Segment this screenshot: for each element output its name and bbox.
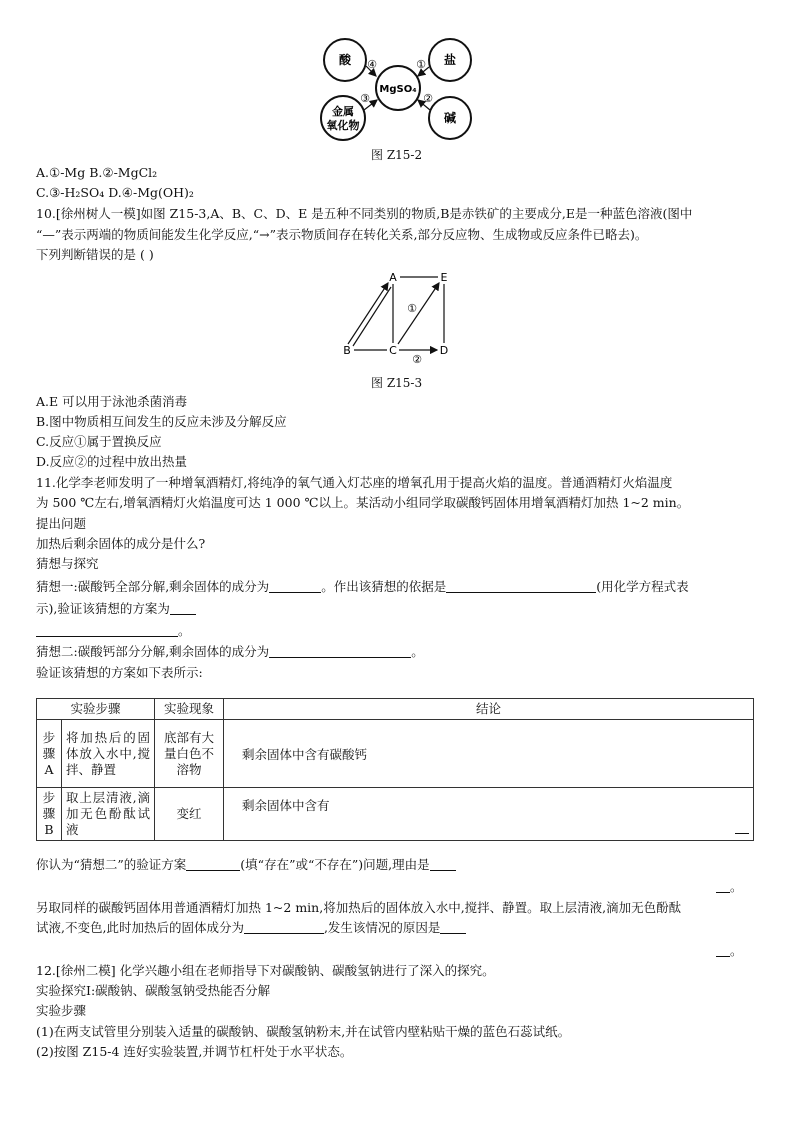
fig3-label-2: ② xyxy=(412,353,422,364)
figure-z15-3 xyxy=(336,266,466,364)
q10-stem-line3: 下列判断错误的是 ( ) xyxy=(36,247,154,262)
node-metal-oxide-label-1: 金属 xyxy=(332,105,354,118)
fig3-node-b: B xyxy=(343,344,351,357)
q11-heading-question: 提出问题 xyxy=(36,516,87,531)
q11-stem-line1: 11.化学李老师发明了一种增氧酒精灯,将纯净的氧气通入灯芯座的增氧孔用于提高火焰的温度。普通酒精灯火焰温度 xyxy=(36,475,673,490)
para2-text-a: 试液,不变色,此时加热后的固体成分为 xyxy=(36,920,244,935)
figure-z15-3-caption: 图 Z15-3 xyxy=(371,376,423,390)
node-center-label: MgSO₄ xyxy=(379,84,417,95)
guess1-text-b: 。作出该猜想的依据是 xyxy=(321,579,447,594)
q11-heading-guess: 猜想与探究 xyxy=(36,556,99,571)
guess1-text-a: 猜想一:碳酸钙全部分解,剩余固体的成分为 xyxy=(36,579,270,594)
step-a-desc: 将加热后的固体放入水中,搅拌、静置 xyxy=(62,720,155,788)
fig3-node-a: A xyxy=(389,271,397,284)
q11-para1-line xyxy=(36,856,456,874)
step-b-conclusion-cell xyxy=(224,788,754,841)
guess1-text-d: 示),验证该猜想的方案为 xyxy=(36,601,170,616)
guess1-blank-plan-start[interactable] xyxy=(170,602,196,615)
figure-z15-2 xyxy=(300,36,490,148)
para1-blank-reason-start[interactable] xyxy=(430,858,456,871)
q9-options-cd: C.③-H₂SO₄ D.④-Mg(OH)₂ xyxy=(36,185,194,200)
fig3-node-e: E xyxy=(440,271,448,284)
node-salt-label: 盐 xyxy=(443,53,457,67)
node-metal-oxide-label-2: 氧化物 xyxy=(326,119,360,132)
q10-option-d: D.反应②的过程中放出热量 xyxy=(36,454,188,469)
q11-para2-line2 xyxy=(36,919,466,937)
node-metal-oxide-circle xyxy=(321,96,365,140)
q12-section-heading: 实验探究Ⅰ:碳酸钠、碳酸氢钠受热能否分解 xyxy=(36,983,271,998)
arrow-1-label: ① xyxy=(416,58,426,71)
q11-stem-line2: 为 500 ℃左右,增氧酒精灯火焰温度可达 1 000 ℃以上。某活动小组同学取碳酸钙固体用增氧酒精灯加热 1~2 min。 xyxy=(36,495,690,510)
para1-end: 。 xyxy=(730,879,743,894)
guess2-end: 。 xyxy=(411,644,424,659)
para1-text-b: (填“存在”或“不存在”)问题,理由是 xyxy=(240,857,430,872)
q11-guess1-line3 xyxy=(36,622,191,640)
para2-blank-reason-start[interactable] xyxy=(440,921,466,934)
header-phenomenon: 实验现象 xyxy=(155,699,224,720)
q11-guess1-line2 xyxy=(36,600,196,618)
header-conclusion: 结论 xyxy=(224,699,754,720)
table-row xyxy=(37,720,754,788)
fig3-node-d: D xyxy=(439,344,449,357)
q10-option-a: A.E 可以用于泳池杀菌消毒 xyxy=(36,394,188,409)
q11-question: 加热后剩余固体的成分是什么? xyxy=(36,536,206,551)
step-a-observation: 底部有大量白色不溶物 xyxy=(155,720,224,788)
q10-option-c: C.反应①属于置换反应 xyxy=(36,434,162,449)
step-b-name: 步骤B xyxy=(37,788,62,841)
header-steps: 实验步骤 xyxy=(37,699,155,720)
q11-guess1-line xyxy=(36,578,689,596)
q12-step-1: (1)在两支试管里分别装入适量的碳酸钠、碳酸氢钠粉末,并在试管内壁粘贴干燥的蓝色石蕊试纸。 xyxy=(36,1024,571,1039)
para2-blank-reason-end[interactable] xyxy=(716,944,730,957)
para1-blank-reason-end[interactable] xyxy=(716,880,730,893)
arrow-4-label: ④ xyxy=(367,58,377,71)
step-b-observation: 变红 xyxy=(155,788,224,841)
node-base-label: 碱 xyxy=(443,111,457,125)
guess1-blank-composition[interactable] xyxy=(269,580,321,593)
q11-para1-line2 xyxy=(716,878,743,896)
experiment-table xyxy=(36,698,754,841)
q11-guess2-line xyxy=(36,643,424,661)
step-b-conclusion-blank[interactable] xyxy=(735,833,749,834)
q9-options-ab: A.①-Mg B.②-MgCl₂ xyxy=(36,165,158,180)
step-a-name: 步骤A xyxy=(37,720,62,788)
q11-table-intro: 验证该猜想的方案如下表所示: xyxy=(36,665,203,680)
figure-z15-2-caption: 图 Z15-2 xyxy=(371,148,423,162)
para2-blank-composition[interactable] xyxy=(244,921,324,934)
table-header-row xyxy=(37,699,754,720)
fig3-line-b-a-double xyxy=(353,287,391,346)
q11-para2-line3 xyxy=(716,942,743,960)
fig3-arrow-c-e xyxy=(398,283,439,344)
guess2-text-a: 猜想二:碳酸钙部分分解,剩余固体的成分为 xyxy=(36,644,270,659)
guess2-blank-composition[interactable] xyxy=(269,645,411,658)
step-b-desc: 取上层清液,滴加无色酚酞试液 xyxy=(62,788,155,841)
table-row xyxy=(37,788,754,841)
step-a-conclusion: 剩余固体中含有碳酸钙 xyxy=(224,720,754,788)
step-b-conclusion: 剩余固体中含有 xyxy=(242,798,330,813)
para2-end: 。 xyxy=(730,943,743,958)
guess1-text-c: (用化学方程式表 xyxy=(596,579,689,594)
fig3-arrow-b-a xyxy=(348,283,388,344)
para2-text-b: ,发生该情况的原因是 xyxy=(323,920,441,935)
node-acid-label: 酸 xyxy=(338,53,352,67)
q12-steps-heading: 实验步骤 xyxy=(36,1003,87,1018)
q10-option-b: B.图中物质相互间发生的反应未涉及分解反应 xyxy=(36,414,287,429)
para1-text-a: 你认为“猜想二”的验证方案 xyxy=(36,857,187,872)
q10-stem-line1: 10.[徐州树人一模]如图 Z15-3,A、B、C、D、E 是五种不同类别的物质,B是赤铁矿的主要成分,E是一种蓝色溶液(图中 xyxy=(36,206,693,221)
arrow-3-label: ③ xyxy=(360,92,370,105)
guess1-end: 。 xyxy=(178,623,191,638)
fig3-node-c: C xyxy=(389,344,397,357)
guess1-blank-plan[interactable] xyxy=(36,624,178,637)
q12-step-2: (2)按图 Z15-4 连好实验装置,并调节杠杆处于水平状态。 xyxy=(36,1044,353,1059)
para1-blank-exists[interactable] xyxy=(186,858,240,871)
arrow-2-label: ② xyxy=(423,92,433,105)
fig3-label-1: ① xyxy=(407,302,417,315)
q12-stem-line1: 12.[徐州二模] 化学兴趣小组在老师指导下对碳酸钠、碳酸氢钠进行了深入的探究。 xyxy=(36,963,495,978)
guess1-blank-equation[interactable] xyxy=(446,580,596,593)
q10-stem-line2: “—”表示两端的物质间能发生化学反应,“→”表示物质间存在转化关系,部分反应物、生成物或反应条件已略去)。 xyxy=(36,227,648,242)
q11-para2-line1: 另取同样的碳酸钙固体用普通酒精灯加热 1~2 min,将加热后的固体放入水中,搅拌、静置。取上层清液,滴加无色酚酞 xyxy=(36,900,682,915)
